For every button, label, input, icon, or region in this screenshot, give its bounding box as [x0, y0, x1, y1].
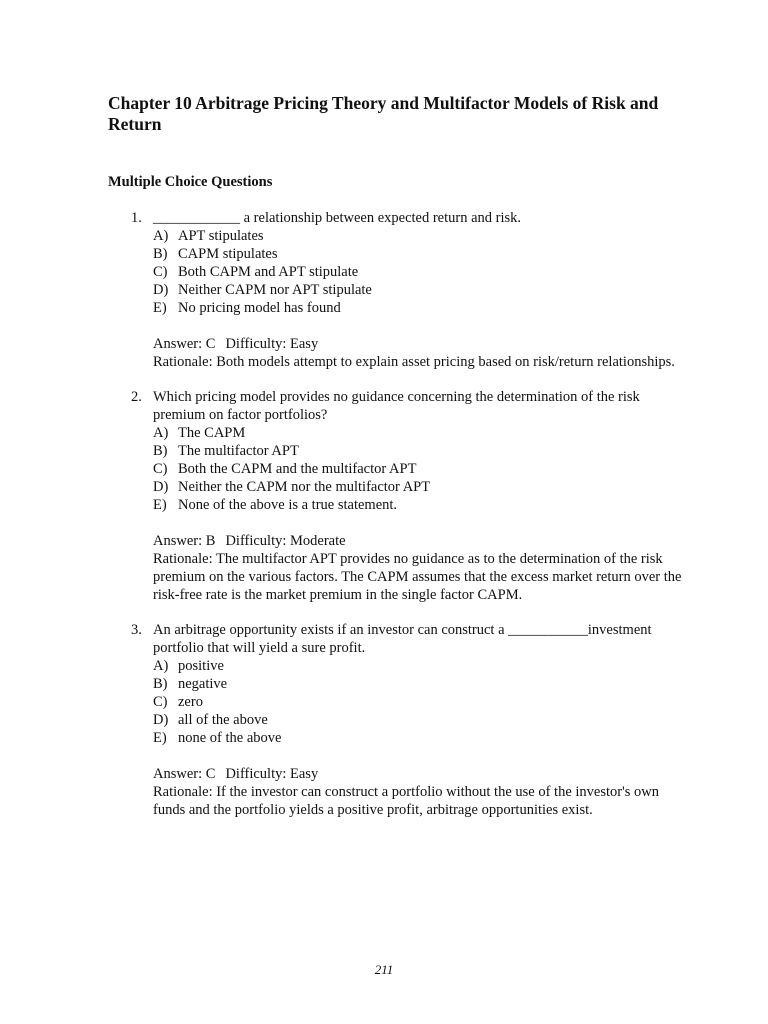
question-stem: ____________ a relationship between expected return and risk.	[153, 210, 522, 226]
option-a	[153, 227, 688, 245]
option-letter: B)	[153, 246, 168, 262]
option-c	[153, 263, 688, 281]
option-letter: C)	[153, 461, 168, 477]
option-text: none of the above	[178, 730, 282, 746]
option-text: Both CAPM and APT stipulate	[178, 264, 359, 280]
answer-text: Answer: C	[153, 336, 216, 352]
option-list	[153, 424, 688, 514]
rationale-text: Rationale: If the investor can construct a portfolio without the use of the investor's own funds and the portfolio yields a positive profit, arbitrage opportunities exist.	[153, 784, 659, 818]
rationale-text: Rationale: The multifactor APT provides no guidance as to the determination of the risk premium on the various factors. The CAPM assumes that the excess market return over the risk-free rate is the market premium in the single factor CAPM.	[153, 551, 682, 603]
option-text: The CAPM	[178, 425, 246, 441]
option-d	[153, 478, 688, 496]
option-text: None of the above is a true statement.	[178, 497, 398, 513]
question-stem: An arbitrage opportunity exists if an investor can construct a ___________investment portfolio that will yield a sure profit.	[153, 622, 652, 656]
option-text: Neither the CAPM nor the multifactor APT	[178, 479, 431, 495]
option-text: No pricing model has found	[178, 300, 341, 316]
question-number: 2.	[131, 389, 142, 405]
difficulty-text: Difficulty: Moderate	[225, 533, 346, 549]
option-text: Both the CAPM and the multifactor APT	[178, 461, 417, 477]
option-text: The multifactor APT	[178, 443, 299, 459]
answer-block	[153, 532, 688, 604]
answer-text: Answer: B	[153, 533, 216, 549]
question-number: 3.	[131, 622, 142, 638]
page-number: 211	[374, 962, 394, 977]
option-text: all of the above	[178, 712, 268, 728]
option-b	[153, 442, 688, 460]
option-letter: E)	[153, 730, 167, 746]
option-text: zero	[178, 694, 203, 710]
option-e	[153, 729, 688, 747]
option-b	[153, 675, 688, 693]
option-letter: E)	[153, 497, 167, 513]
option-text: positive	[178, 658, 224, 674]
option-letter: E)	[153, 300, 167, 316]
option-letter: B)	[153, 676, 168, 692]
option-letter: D)	[153, 479, 169, 495]
question-3	[108, 621, 688, 819]
question-number: 1.	[131, 210, 142, 226]
option-d	[153, 711, 688, 729]
question-2	[108, 388, 688, 604]
option-text: Neither CAPM nor APT stipulate	[178, 282, 372, 298]
option-b	[153, 245, 688, 263]
option-list	[153, 657, 688, 747]
option-a	[153, 657, 688, 675]
option-letter: C)	[153, 264, 168, 280]
section-heading: Multiple Choice Questions	[108, 174, 273, 190]
answer-line	[153, 335, 688, 353]
option-text: APT stipulates	[178, 228, 264, 244]
rationale-text: Rationale: Both models attempt to explain asset pricing based on risk/return relationships.	[153, 354, 675, 370]
question-stem: Which pricing model provides no guidance concerning the determination of the risk premium on factor portfolios?	[153, 389, 640, 423]
option-e	[153, 496, 688, 514]
option-letter: C)	[153, 694, 168, 710]
option-list	[153, 227, 688, 317]
option-letter: D)	[153, 712, 169, 728]
option-text: negative	[178, 676, 228, 692]
question-list	[108, 209, 688, 836]
option-text: CAPM stipulates	[178, 246, 278, 262]
option-letter: A)	[153, 425, 169, 441]
answer-block	[153, 335, 688, 371]
question-1	[108, 209, 688, 371]
option-letter: B)	[153, 443, 168, 459]
difficulty-text: Difficulty: Easy	[225, 766, 319, 782]
option-e	[153, 299, 688, 317]
option-d	[153, 281, 688, 299]
option-letter: D)	[153, 282, 169, 298]
option-a	[153, 424, 688, 442]
option-c	[153, 460, 688, 478]
option-c	[153, 693, 688, 711]
answer-line	[153, 765, 688, 783]
chapter-title: Chapter 10 Arbitrage Pricing Theory and Multifactor Models of Risk and Return	[108, 93, 659, 134]
option-letter: A)	[153, 228, 169, 244]
answer-block	[153, 765, 688, 819]
difficulty-text: Difficulty: Easy	[225, 336, 319, 352]
answer-text: Answer: C	[153, 766, 216, 782]
option-letter: A)	[153, 658, 169, 674]
answer-line	[153, 532, 688, 550]
